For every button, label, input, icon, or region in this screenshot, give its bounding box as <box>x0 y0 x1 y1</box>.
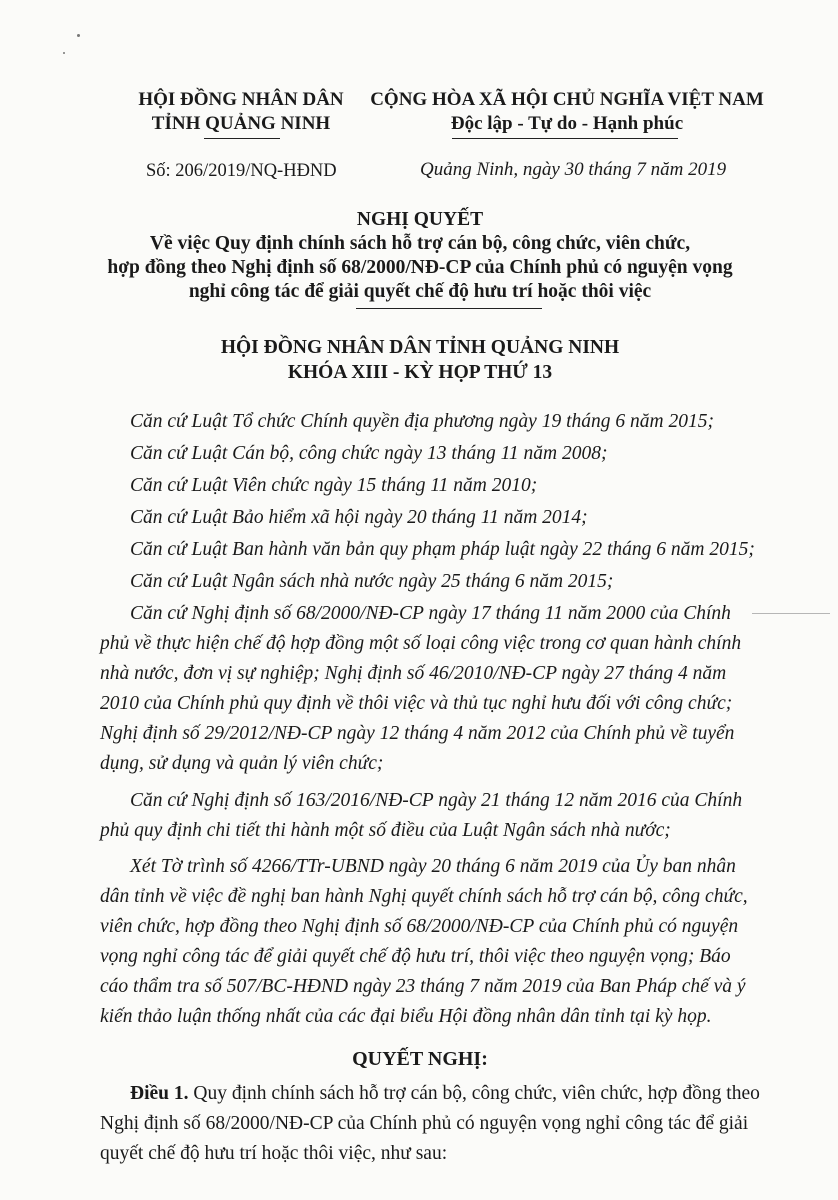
national-motto: Độc lập - Tự do - Hạnh phúc <box>450 113 684 134</box>
article-1-line3: quyết chế độ hưu trí hoặc thôi việc, như sau: <box>100 1143 448 1164</box>
consideration-line: dân tỉnh về việc đề nghị ban hành Nghị quyết chính sách hỗ trợ cán bộ, công chức, <box>100 886 748 907</box>
decision-heading: QUYẾT NGHỊ: <box>352 1048 488 1070</box>
place-and-date: Quảng Ninh, ngày 30 tháng 7 năm 2019 <box>420 159 727 180</box>
council-session: KHÓA XIII - KỲ HỌP THỨ 13 <box>287 362 553 383</box>
decree-163-line: phủ quy định chi tiết thi hành một số điều của Luật Ngân sách nhà nước; <box>100 820 671 841</box>
article-1-line1 <box>130 1083 760 1105</box>
legal-basis-line: Căn cứ Luật Ngân sách nhà nước ngày 25 tháng 6 năm 2015; <box>130 571 614 592</box>
decree-basis-line: 2010 của Chính phủ quy định về thôi việc và thủ tục nghỉ hưu đối với công chức; <box>100 693 733 714</box>
issuing-org-line2: TỈNH QUẢNG NINH <box>151 113 331 134</box>
motto-underline <box>452 138 678 139</box>
legal-basis-line: Căn cứ Luật Bảo hiểm xã hội ngày 20 tháng 11 năm 2014; <box>130 507 588 528</box>
decree-basis-line: dụng, sử dụng và quản lý viên chức; <box>100 753 384 774</box>
consideration-line: cáo thẩm tra số 507/BC-HĐND ngày 23 tháng 7 năm 2019 của Ban Pháp chế và ý <box>100 976 746 997</box>
org-underline <box>204 138 280 139</box>
document-type-heading: NGHỊ QUYẾT <box>356 209 484 230</box>
decree-basis-line: Căn cứ Nghị định số 68/2000/NĐ-CP ngày 17 tháng 11 năm 2000 của Chính <box>130 603 731 624</box>
consideration-line: Xét Tờ trình số 4266/TTr-UBND ngày 20 tháng 6 năm 2019 của Ủy ban nhân <box>130 856 736 877</box>
document-subject-line1: Về việc Quy định chính sách hỗ trợ cán bộ, công chức, viên chức, <box>149 233 691 254</box>
title-underline <box>356 308 542 309</box>
article-1-label: Điều 1. <box>130 1083 189 1104</box>
consideration-line: viên chức, hợp đồng theo Nghị định số 68/2000/NĐ-CP của Chính phủ có nguyện <box>100 916 739 937</box>
document-subject-line3: nghỉ công tác để giải quyết chế độ hưu trí hoặc thôi việc <box>188 281 652 302</box>
legal-basis-line: Căn cứ Luật Viên chức ngày 15 tháng 11 năm 2010; <box>130 475 538 496</box>
national-title: CỘNG HÒA XÃ HỘI CHỦ NGHĨA VIỆT NAM <box>370 89 764 110</box>
council-name: HỘI ĐỒNG NHÂN DÂN TỈNH QUẢNG NINH <box>220 337 620 358</box>
document-number: Số: 206/2019/NQ-HĐND <box>146 161 337 181</box>
decree-basis-line: Nghị định số 29/2012/NĐ-CP ngày 12 tháng 4 năm 2012 của Chính phủ về tuyển <box>100 723 735 744</box>
article-1-text: Quy định chính sách hỗ trợ cán bộ, công chức, viên chức, hợp đồng theo <box>188 1083 760 1104</box>
scan-bleed-line <box>752 613 830 614</box>
document-subject-line2: hợp đồng theo Nghị định số 68/2000/NĐ-CP của Chính phủ có nguyện vọng <box>107 257 733 278</box>
consideration-line: vọng nghỉ công tác để giải quyết chế độ hưu trí, thôi việc theo nguyện vọng; Báo <box>100 946 731 967</box>
legal-basis-line: Căn cứ Luật Cán bộ, công chức ngày 13 tháng 11 năm 2008; <box>130 443 608 464</box>
decree-basis-line: nhà nước, đơn vị sự nghiệp; Nghị định số 46/2010/NĐ-CP ngày 27 tháng 4 năm <box>100 663 727 684</box>
article-1-line2: Nghị định số 68/2000/NĐ-CP của Chính phủ có nguyện vọng nghỉ công tác để giải <box>100 1113 749 1134</box>
consideration-line: kiến thảo luận thống nhất của các đại biểu Hội đồng nhân dân tỉnh tại kỳ họp. <box>100 1006 712 1027</box>
decree-basis-line: phủ về thực hiện chế độ hợp đồng một số loại công việc trong cơ quan hành chính <box>100 633 742 654</box>
scan-speck <box>63 52 65 54</box>
scan-speck <box>77 34 80 37</box>
decree-163-line: Căn cứ Nghị định số 163/2016/NĐ-CP ngày 21 tháng 12 năm 2016 của Chính <box>130 790 743 811</box>
issuing-org-line1: HỘI ĐỒNG NHÂN DÂN <box>138 89 344 110</box>
legal-basis-line: Căn cứ Luật Tổ chức Chính quyền địa phương ngày 19 tháng 6 năm 2015; <box>130 411 714 432</box>
legal-basis-line: Căn cứ Luật Ban hành văn bản quy phạm pháp luật ngày 22 tháng 6 năm 2015; <box>130 539 755 560</box>
